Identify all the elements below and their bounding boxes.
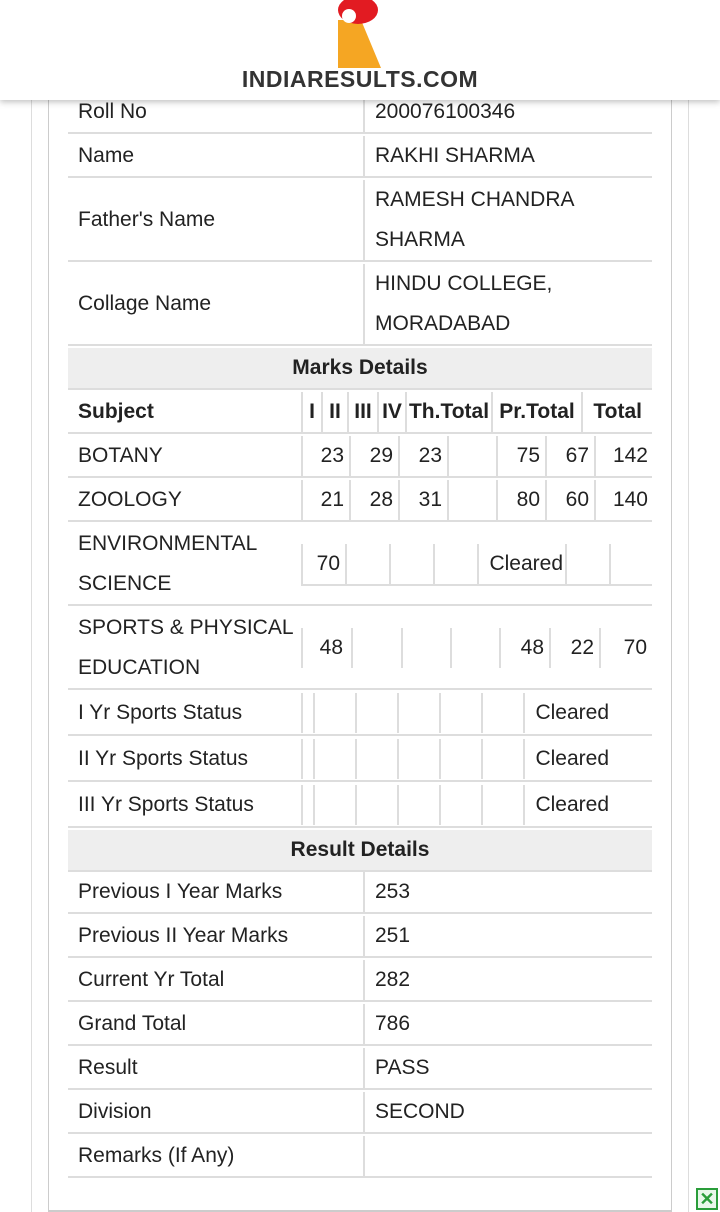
mark-cell bbox=[397, 785, 439, 825]
col-total: Total bbox=[581, 392, 642, 432]
mark-cell bbox=[433, 544, 477, 584]
marks-section-title: Marks Details bbox=[68, 348, 652, 390]
result-row bbox=[68, 872, 652, 914]
col-i: I bbox=[301, 392, 321, 432]
result-label: Remarks (If Any) bbox=[78, 1144, 235, 1167]
mark-cell: 80 bbox=[496, 480, 545, 520]
mark-cell: Cleared bbox=[477, 544, 565, 584]
logo-icon bbox=[333, 0, 383, 70]
result-row bbox=[68, 1048, 652, 1090]
subject-name: BOTANY bbox=[78, 444, 163, 467]
mark-cell bbox=[301, 693, 313, 733]
mark-cell: 67 bbox=[545, 436, 594, 476]
mark-cell: 22 bbox=[549, 628, 599, 668]
mark-cell: 31 bbox=[398, 480, 447, 520]
subject-name: III Yr Sports Status bbox=[78, 793, 254, 816]
mark-cell bbox=[481, 785, 523, 825]
mark-cell: Cleared bbox=[523, 785, 610, 825]
mark-cell bbox=[481, 739, 523, 779]
col-ii: II bbox=[321, 392, 347, 432]
mark-cell: 23 bbox=[398, 436, 447, 476]
logo-text[interactable]: INDIARESULTS.COM bbox=[241, 66, 479, 92]
result-row bbox=[68, 960, 652, 1002]
result-label: Previous II Year Marks bbox=[78, 924, 289, 947]
mark-cell: 48 bbox=[301, 628, 351, 668]
marks-row-zoology bbox=[68, 480, 652, 522]
info-label: Roll No bbox=[78, 99, 147, 123]
result-label: Previous I Year Marks bbox=[78, 880, 283, 903]
mark-cell bbox=[609, 544, 652, 584]
marks-row-i-yr-sports-status bbox=[68, 692, 652, 736]
result-label: Result bbox=[78, 1056, 138, 1079]
mark-cell bbox=[439, 693, 481, 733]
result-section-title: Result Details bbox=[68, 830, 652, 872]
mark-cell bbox=[355, 693, 397, 733]
mark-cell bbox=[355, 739, 397, 779]
result-label: Current Yr Total bbox=[78, 968, 225, 991]
site-header bbox=[0, 0, 720, 100]
mark-cell: 70 bbox=[599, 628, 652, 668]
info-value: RAKHI SHARMA bbox=[363, 136, 652, 176]
result-card bbox=[68, 91, 652, 1178]
mark-cell: 23 bbox=[301, 436, 349, 476]
marks-row-botany bbox=[68, 436, 652, 478]
mark-cell bbox=[450, 628, 499, 668]
result-value: 253 bbox=[363, 872, 652, 912]
col-iii: III bbox=[347, 392, 377, 432]
mark-cell bbox=[355, 785, 397, 825]
mark-cell bbox=[439, 739, 481, 779]
marks-row-iii-yr-sports-status bbox=[68, 784, 652, 828]
mark-cell bbox=[439, 785, 481, 825]
col-th-total: Th.Total bbox=[405, 392, 491, 432]
result-row bbox=[68, 1136, 652, 1178]
result-value: 786 bbox=[363, 1004, 652, 1044]
info-value: RAMESH CHANDRA SHARMA bbox=[363, 180, 652, 260]
result-value bbox=[363, 1136, 652, 1176]
info-row-college bbox=[68, 264, 652, 346]
mark-cell bbox=[301, 785, 313, 825]
mark-cell bbox=[351, 628, 401, 668]
mark-cell bbox=[389, 544, 433, 584]
subject-name: II Yr Sports Status bbox=[78, 747, 249, 770]
mark-cell: 140 bbox=[594, 480, 651, 520]
mark-cell bbox=[313, 739, 355, 779]
mark-cell bbox=[313, 785, 355, 825]
close-check-icon[interactable]: ✕ bbox=[696, 1188, 718, 1210]
mark-cell: Cleared bbox=[523, 739, 610, 779]
result-label: Grand Total bbox=[78, 1012, 187, 1035]
mark-cell: Cleared bbox=[523, 693, 610, 733]
info-label: Name bbox=[78, 144, 135, 167]
marks-header-row bbox=[68, 392, 652, 434]
marks-row-ii-yr-sports-status bbox=[68, 738, 652, 782]
subject-name: ENVIRONMENTAL SCIENCE bbox=[78, 532, 258, 595]
info-label: Collage Name bbox=[78, 292, 212, 315]
info-value: 200076100346 bbox=[363, 91, 652, 132]
result-value: PASS bbox=[363, 1048, 652, 1088]
mark-cell bbox=[447, 480, 496, 520]
col-pr-total: Pr.Total bbox=[491, 392, 581, 432]
mark-cell: 29 bbox=[349, 436, 398, 476]
result-row bbox=[68, 1004, 652, 1046]
info-value: HINDU COLLEGE, MORADABAD bbox=[363, 264, 652, 344]
result-value: 251 bbox=[363, 916, 652, 956]
result-value: 282 bbox=[363, 960, 652, 1000]
subject-name: SPORTS & PHYSICAL EDUCATION bbox=[78, 616, 294, 679]
mark-cell bbox=[481, 693, 523, 733]
info-label: Father's Name bbox=[78, 208, 216, 231]
result-label: Division bbox=[78, 1100, 152, 1123]
result-value: SECOND bbox=[363, 1092, 652, 1132]
mark-cell: 48 bbox=[499, 628, 549, 668]
subject-name: I Yr Sports Status bbox=[78, 701, 243, 724]
mark-cell: 75 bbox=[496, 436, 545, 476]
mark-cell bbox=[447, 436, 496, 476]
mark-cell bbox=[397, 693, 439, 733]
col-iv: IV bbox=[377, 392, 405, 432]
info-row-father bbox=[68, 180, 652, 262]
col-subject: Subject bbox=[78, 400, 154, 423]
mark-cell: 21 bbox=[301, 480, 349, 520]
mark-cell bbox=[313, 693, 355, 733]
mark-cell: 142 bbox=[594, 436, 651, 476]
mark-cell bbox=[301, 739, 313, 779]
mark-cell bbox=[397, 739, 439, 779]
mark-cell bbox=[345, 544, 389, 584]
mark-cell: 70 bbox=[301, 544, 345, 584]
mark-cell: 28 bbox=[349, 480, 398, 520]
mark-cell bbox=[565, 544, 609, 584]
result-row bbox=[68, 1092, 652, 1134]
marks-row-environmental-science bbox=[68, 524, 652, 606]
marks-row-sports-physical-education bbox=[68, 608, 652, 690]
mark-cell: 60 bbox=[545, 480, 594, 520]
info-row-name bbox=[68, 136, 652, 178]
result-row bbox=[68, 916, 652, 958]
subject-name: ZOOLOGY bbox=[78, 488, 182, 511]
mark-cell bbox=[401, 628, 450, 668]
